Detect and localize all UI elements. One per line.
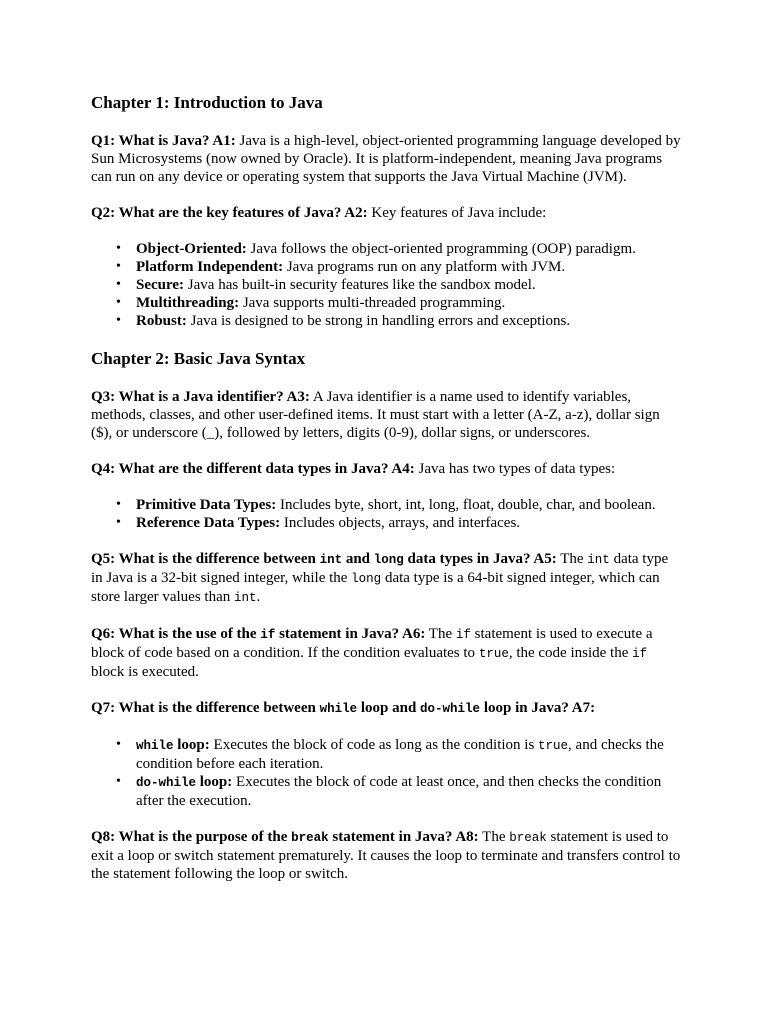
q5-answer-text: data type is a 64-bit signed integer, which can store larger values than: [91, 570, 660, 605]
chapter-1-heading: Chapter 1: Introduction to Java: [91, 93, 323, 112]
q4-paragraph: [91, 460, 681, 478]
q6-answer-text: The: [425, 626, 456, 642]
q3-answer: A Java identifier is a name used to identify variables, methods, classes, and other user-defined items. It must start with a letter (A-Z, a-z), dollar sign ($), or underscore (_), followed by letters, digits (0-9), dollar signs, or underscores.: [91, 389, 660, 441]
list-item-text: Includes byte, short, int, long, float, double, char, and boolean.: [276, 497, 656, 513]
list-item: [136, 514, 681, 532]
inline-code: true: [478, 647, 509, 661]
q6-question-text: Q6: What is the use of the: [91, 626, 261, 642]
list-item-text: Java supports multi-threaded programming.: [239, 295, 506, 311]
q8-question: [91, 829, 479, 845]
list-item-text: Executes the block of code at least once, and then checks the condition after the execution.: [136, 774, 662, 809]
q7-paragraph: [91, 699, 681, 718]
q5-question-text: and: [342, 551, 374, 567]
q8-question-text: Q8: What is the purpose of the: [91, 829, 292, 845]
inline-code: break: [509, 831, 547, 845]
q4-answer: Java has two types of data types:: [414, 461, 616, 477]
q6-paragraph: [91, 625, 681, 681]
chapter-2-heading: Chapter 2: Basic Java Syntax: [91, 349, 306, 368]
list-item-term: [136, 774, 232, 790]
inline-code: long: [373, 553, 404, 567]
list-item-text: Executes the block of code as long as the condition is: [209, 737, 539, 753]
q8-paragraph: [91, 828, 681, 883]
list-item-term: Primitive Data Types:: [136, 497, 277, 513]
document-content: [91, 92, 681, 901]
q7-question-text: loop and: [357, 700, 421, 716]
q5-answer-text: .: [256, 589, 261, 605]
list-item: [136, 258, 681, 276]
list-item-text: Java programs run on any platform with JVM.: [283, 259, 566, 275]
inline-code: do-while: [136, 776, 197, 790]
list-item-term: [136, 737, 210, 753]
list-item-text: Java has built-in security features like the sandbox model.: [184, 277, 536, 293]
list-item-text: Java follows the object-oriented programming (OOP) paradigm.: [246, 241, 636, 257]
inline-code: do-while: [420, 702, 481, 716]
list-item-text: Java is designed to be strong in handling errors and exceptions.: [186, 313, 571, 329]
q2-answer: Key features of Java include:: [367, 205, 547, 221]
list-item-term: Reference Data Types:: [136, 515, 281, 531]
q5-question: [91, 551, 557, 567]
q8-question-text: statement in Java? A8:: [328, 829, 479, 845]
q6-answer-text: , the code inside the: [508, 645, 633, 661]
list-item-term-text: loop:: [196, 774, 233, 790]
q1-paragraph: [91, 132, 681, 186]
list-item: [136, 312, 681, 330]
q3-paragraph: [91, 388, 681, 442]
q5-paragraph: [91, 550, 681, 607]
list-item-term: Multithreading:: [136, 295, 240, 311]
list-item-term-text: loop:: [173, 737, 210, 753]
inline-code: break: [291, 831, 329, 845]
list-item-term: Object-Oriented:: [136, 241, 247, 257]
list-item: [136, 294, 681, 312]
q4-datatype-list: [91, 496, 681, 532]
q2-feature-list: [91, 240, 681, 330]
inline-code: int: [234, 591, 257, 605]
q1-question: Q1: What is Java? A1:: [91, 133, 236, 149]
q3-question: Q3: What is a Java identifier? A3:: [91, 389, 310, 405]
q7-question-text: Q7: What is the difference between: [91, 700, 320, 716]
q5-answer-text: data type in Java is a 32-bit signed integer, while the: [91, 551, 669, 586]
q8-answer-text: The: [478, 829, 510, 845]
q4-question: Q4: What are the different data types in Java? A4:: [91, 461, 415, 477]
list-item: [136, 496, 681, 514]
q7-question-text: loop in Java? A7:: [480, 700, 596, 716]
list-item: [136, 736, 681, 773]
q1-answer: Java is a high-level, object-oriented programming language developed by Sun Microsystems (now owned by Oracle). It is platform-independent, meaning Java programs can run on any device or operating system that supports the Java Virtual Machine (JVM).: [91, 133, 681, 185]
inline-code: if: [260, 628, 276, 642]
list-item-text: Includes objects, arrays, and interfaces.: [280, 515, 521, 531]
list-item-term: Secure:: [136, 277, 185, 293]
list-item-term: Robust:: [136, 313, 187, 329]
inline-code: true: [538, 739, 569, 753]
q6-question: [91, 626, 425, 642]
list-item: [136, 276, 681, 294]
q5-question-text: data types in Java? A5:: [403, 551, 557, 567]
q8-answer-text: statement is used to exit a loop or switch statement prematurely. It causes the loop to terminate and transfers control to the statement following the loop or switch.: [91, 829, 681, 882]
q5-question-text: Q5: What is the difference between: [91, 551, 320, 567]
q6-answer-text: block is executed.: [91, 664, 199, 680]
q6-answer-text: statement is used to execute a block of code based on a condition. If the condition evaluates to: [91, 626, 653, 661]
list-item-term: Platform Independent:: [136, 259, 284, 275]
q2-paragraph: [91, 204, 681, 222]
q2-question: Q2: What are the key features of Java? A2:: [91, 205, 368, 221]
inline-code: int: [319, 553, 343, 567]
q5-answer-text: The: [556, 551, 588, 567]
inline-code: if: [455, 628, 471, 642]
inline-code: while: [136, 739, 174, 753]
inline-code: if: [632, 647, 648, 661]
inline-code: int: [587, 553, 610, 567]
q7-question: [91, 700, 595, 716]
inline-code: while: [319, 702, 358, 716]
inline-code: long: [351, 572, 382, 586]
list-item: [136, 773, 681, 810]
list-item: [136, 240, 681, 258]
q7-loop-list: [91, 736, 681, 810]
list-item-text: , and checks the condition before each iteration.: [136, 737, 664, 772]
q6-question-text: statement in Java? A6:: [275, 626, 426, 642]
